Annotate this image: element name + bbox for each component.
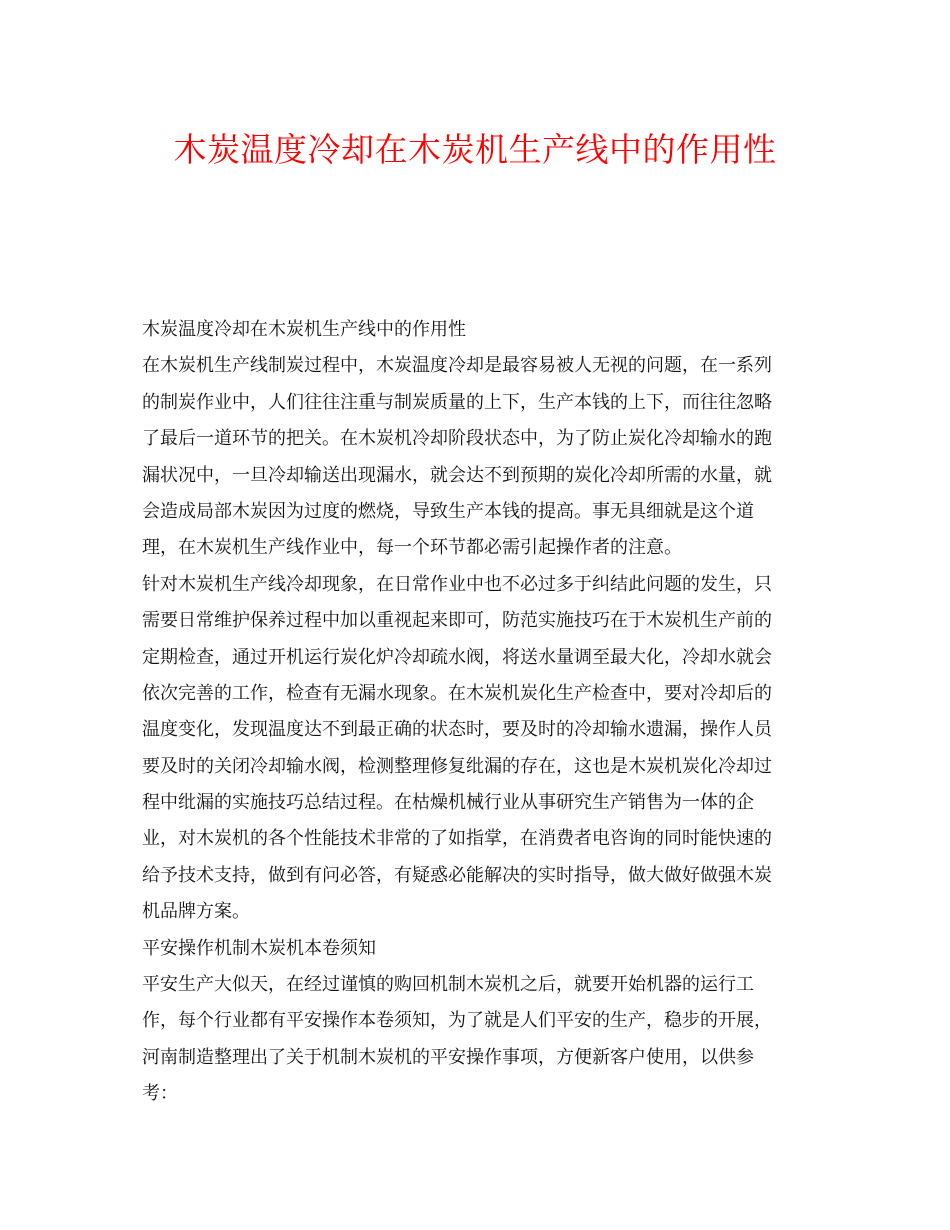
paragraph-line: 机品牌方案。 (142, 901, 250, 923)
paragraph-line: 理，在木炭机生产线作业中，每一个环节都必需引起操作者的注意。 (142, 537, 682, 559)
paragraph-line: 定期检查，通过开机运行炭化炉冷却疏水阀，将送水量调至最大化，冷却水就会 (142, 646, 772, 668)
paragraph-line: 针对木炭机生产线冷却现象，在日常作业中也不必过多于纠结此问题的发生，只 (142, 573, 772, 595)
section-heading: 木炭温度冷却在木炭机生产线中的作用性 (142, 319, 466, 340)
paragraph-line: 业，对木炭机的各个性能技术非常的了如指掌，在消费者电咨询的同时能快速的 (142, 828, 772, 850)
paragraph-line: 了最后一道环节的把关。在木炭机冷却阶段状态中，为了防止炭化冷却输水的跑 (142, 428, 772, 450)
document-title: 木炭温度冷却在木炭机生产线中的作用性 (173, 130, 777, 169)
paragraph-line: 程中纰漏的实施技巧总结过程。在枯燥机械行业从事研究生产销售为一体的企 (142, 792, 754, 814)
paragraph-line: 作，每个行业都有平安操作本卷须知，为了就是人们平安的生产，稳步的开展， (142, 1010, 772, 1032)
paragraph-line: 河南制造整理出了关于机制木炭机的平安操作事项，方便新客户使用，以供参 (142, 1046, 754, 1068)
paragraph-line: 考： (142, 1083, 178, 1105)
paragraph-line: 依次完善的工作，检查有无漏水现象。在木炭机炭化生产检查中，要对冷却后的 (142, 682, 772, 704)
section-heading: 平安操作机制木炭机本卷须知 (142, 937, 376, 959)
paragraph-line: 给予技术支持，做到有问必答，有疑惑必能解决的实时指导，做大做好做强木炭 (142, 864, 772, 886)
paragraph-line: 的制炭作业中，人们往往注重与制炭质量的上下，生产本钱的上下，而往往忽略 (142, 391, 772, 413)
paragraph-line: 平安生产大似天，在经过谨慎的购回机制木炭机之后，就要开始机器的运行工 (142, 974, 754, 996)
paragraph-line: 在木炭机生产线制炭过程中，木炭温度冷却是最容易被人无视的问题，在一系列 (142, 355, 772, 377)
paragraph-line: 会造成局部木炭因为过度的燃烧，导致生产本钱的提高。事无具细就是这个道 (142, 500, 754, 522)
paragraph-line: 温度变化，发现温度达不到最正确的状态时，要及时的冷却输水遗漏，操作人员 (142, 719, 772, 741)
paragraph-line: 需要日常维护保养过程中加以重视起来即可，防范实施技巧在于木炭机生产前的 (142, 610, 772, 632)
document-body (142, 312, 802, 1113)
paragraph-line: 漏状况中，一旦冷却输送出现漏水，就会达不到预期的炭化冷却所需的水量，就 (142, 464, 772, 486)
paragraph-line: 要及时的关闭冷却输水阀，检测整理修复纰漏的存在，这也是木炭机炭化冷却过 (142, 755, 772, 777)
